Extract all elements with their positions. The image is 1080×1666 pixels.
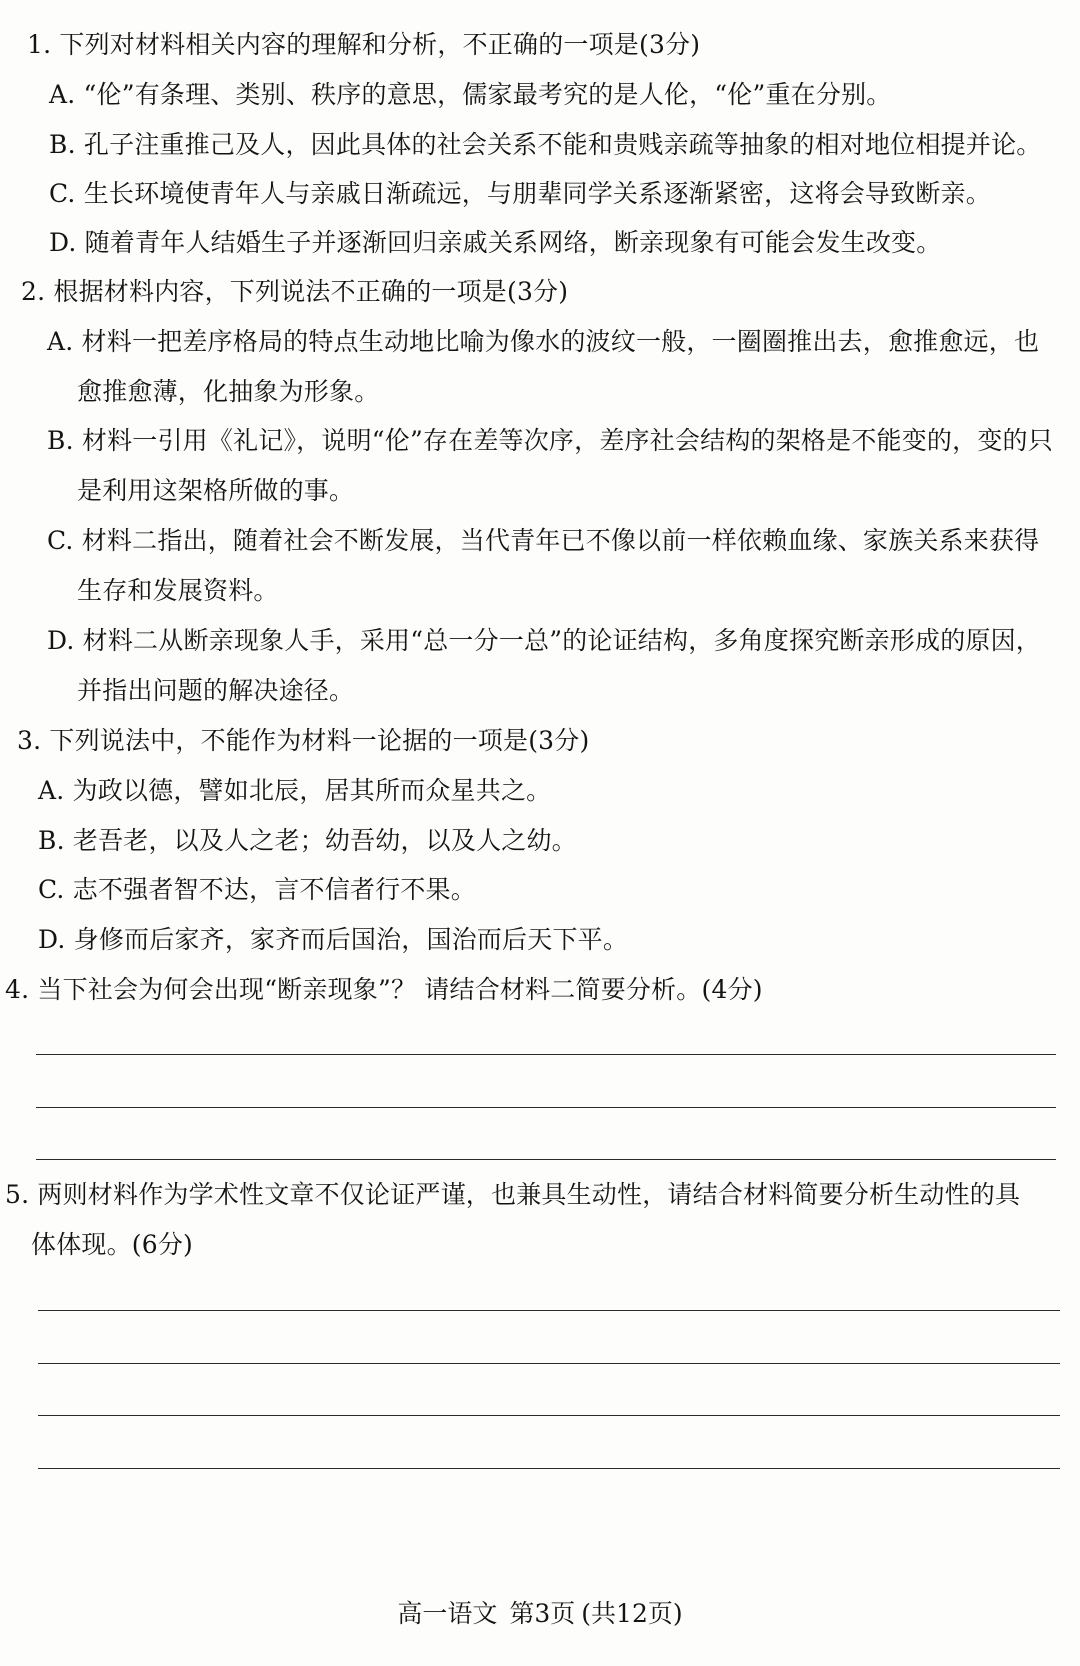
- question-2-option-a: A. 材料一把差序格局的特点生动地比喻为像水的波纹一般，一圈圈推出去，愈推愈远，也: [47, 327, 1040, 356]
- question-2-option-b: B. 材料一引用《礼记》，说明“伦”存在差等次序，差序社会结构的架格是不能变的，变的只: [47, 426, 1053, 455]
- question-3-option-d: D. 身修而后家齐，家齐而后国治，国治而后天下平。: [38, 925, 629, 954]
- question-2-option-c: C. 材料二指出，随着社会不断发展，当代青年已不像以前一样依赖血缘、家族关系来获得: [47, 526, 1040, 555]
- question-3-option-a: A. 为政以德，譬如北辰，居其所而众星共之。: [38, 776, 552, 805]
- question-3-option-b: B. 老吾老，以及人之老；幼吾幼，以及人之幼。: [38, 826, 577, 855]
- question-4-stem: 4. 当下社会为何会出现“断亲现象”？ 请结合材料二简要分析。(4分): [5, 975, 763, 1004]
- question-1-option-d: D. 随着青年人结婚生子并逐渐回归亲戚关系网络，断亲现象有可能会发生改变。: [49, 228, 942, 257]
- question-5-answer-line-1[interactable]: [38, 1310, 1060, 1311]
- question-1-option-c: C. 生长环境使青年人与亲戚日渐疏远，与朋辈同学关系逐渐紧密，这将会导致断亲。: [49, 179, 991, 208]
- footer-subject: 高一语文: [397, 1599, 498, 1628]
- question-4-answer-line-2[interactable]: [36, 1107, 1056, 1108]
- question-2-stem: 2. 根据材料内容，下列说法不正确的一项是(3分): [21, 277, 569, 306]
- question-3-option-c: C. 志不强者智不达，言不信者行不果。: [38, 875, 476, 904]
- question-5-stem-cont: 体体现。(6分): [31, 1230, 194, 1259]
- question-2-option-a-cont: 愈推愈薄，化抽象为形象。: [77, 377, 380, 406]
- question-5-answer-line-4[interactable]: [38, 1468, 1060, 1469]
- question-4-answer-line-1[interactable]: [36, 1054, 1056, 1055]
- page-footer: [0, 1597, 1080, 1631]
- question-1-option-b: B. 孔子注重推己及人，因此具体的社会关系不能和贵贱亲疏等抽象的相对地位相提并论。: [49, 130, 1042, 159]
- question-1-stem: 1. 下列对材料相关内容的理解和分析，不正确的一项是(3分): [27, 30, 701, 59]
- question-2-option-b-cont: 是利用这架格所做的事。: [77, 476, 355, 505]
- footer-total-pages: (共12页): [581, 1599, 683, 1628]
- question-2-option-c-cont: 生存和发展资料。: [77, 576, 279, 605]
- question-5-stem: 5. 两则材料作为学术性文章不仅论证严谨，也兼具生动性，请结合材料简要分析生动性的具: [5, 1180, 1021, 1209]
- footer-page-number: 第3页: [509, 1599, 576, 1628]
- question-3-stem: 3. 下列说法中，不能作为材料一论据的一项是(3分): [17, 726, 590, 755]
- question-2-option-d: D. 材料二从断亲现象人手，采用“总一分一总”的论证结构，多角度探究断亲形成的原因，: [47, 626, 1042, 655]
- question-5-answer-line-2[interactable]: [38, 1363, 1060, 1364]
- question-5-answer-line-3[interactable]: [38, 1415, 1060, 1416]
- question-2-option-d-cont: 并指出问题的解决途径。: [77, 676, 355, 705]
- question-1-option-a: A. “伦”有条理、类别、秩序的意思，儒家最考究的是人伦，“伦”重在分别。: [49, 80, 892, 109]
- question-4-answer-line-3[interactable]: [36, 1159, 1056, 1160]
